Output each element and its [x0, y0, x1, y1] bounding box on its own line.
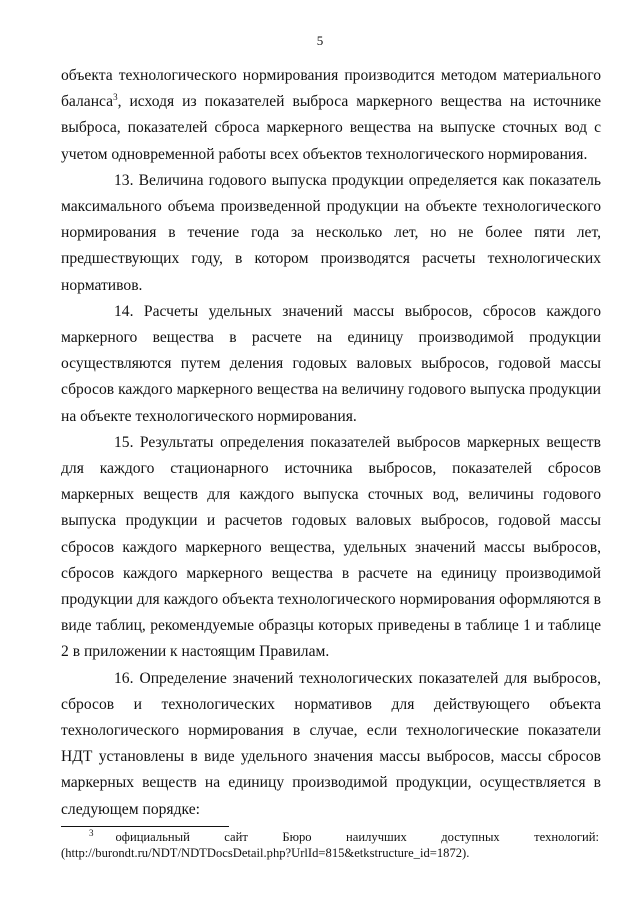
footnote-url[interactable]: (http://burondt.ru/NDT/NDTDocsDetail.php?UrlId=815&etkstructure_id=1872). — [61, 846, 470, 860]
paragraph-text: объекта технологического нормирования производится методом материального баланса — [61, 67, 601, 111]
footnote-line-1 — [61, 829, 599, 845]
document-body — [61, 63, 601, 823]
paragraph-continuation — [61, 63, 601, 168]
footnote — [61, 829, 599, 861]
footnote-text: официальный сайт Бюро наилучших доступных технологий: — [115, 830, 599, 844]
footnote-separator — [61, 826, 229, 827]
paragraph-text: , исходя из показателей выброса маркерного вещества на источнике выброса, показателей сброса маркерного вещества на выпуске сточных вод с учетом одновременной работы всех объектов технологического нормирования. — [61, 93, 601, 163]
paragraph-14: 14. Расчеты удельных значений массы выбросов, сбросов каждого маркерного вещества в расчете на единицу производимой продукции осуществляются путем деления годовых валовых выбросов, годовой массы сбросов каждого маркерного вещества на величину годового выпуска продукции на объекте технологического нормирования. — [61, 302, 601, 425]
paragraph-13: 13. Величина годового выпуска продукции определяется как показатель максимального объема произведенной продукции на объекте технологического нормирования в течение года за несколько лет, но не более пяти лет, предшествующих году, в котором производятся расчеты технологических нормативов. — [61, 171, 601, 294]
page-number: 5 — [316, 33, 324, 48]
paragraph-15: 15. Результаты определения показателей выбросов маркерных веществ для каждого стационарного источника выбросов, показателей сбросов маркерных веществ для каждого выпуска сточных вод, величины годового выпуска продукции и расчетов годовых валовых выбросов, годовой массы сбросов каждого маркерного вещества, удельных значений массы выбросов, сбросов каждого маркерного вещества в расчете на единицу производимой продукции для каждого объекта технологического нормирования оформляются в виде таблиц, рекомендуемые образцы которых приведены в таблице 1 и таблице 2 в приложении к настоящим Правилам. — [61, 433, 601, 661]
paragraph-16: 16. Определение значений технологических показателей для выбросов, сбросов и технологических нормативов для действующего объекта технологического нормирования в случае, если технологические показатели НДТ установлены в виде удельного значения массы выбросов, массы сбросов маркерных веществ на единицу производимой продукции, осуществляется в следующем порядке: — [61, 669, 601, 818]
footnote-mark: 3 — [89, 828, 94, 838]
footnote-reference[interactable]: 3 — [113, 92, 118, 103]
